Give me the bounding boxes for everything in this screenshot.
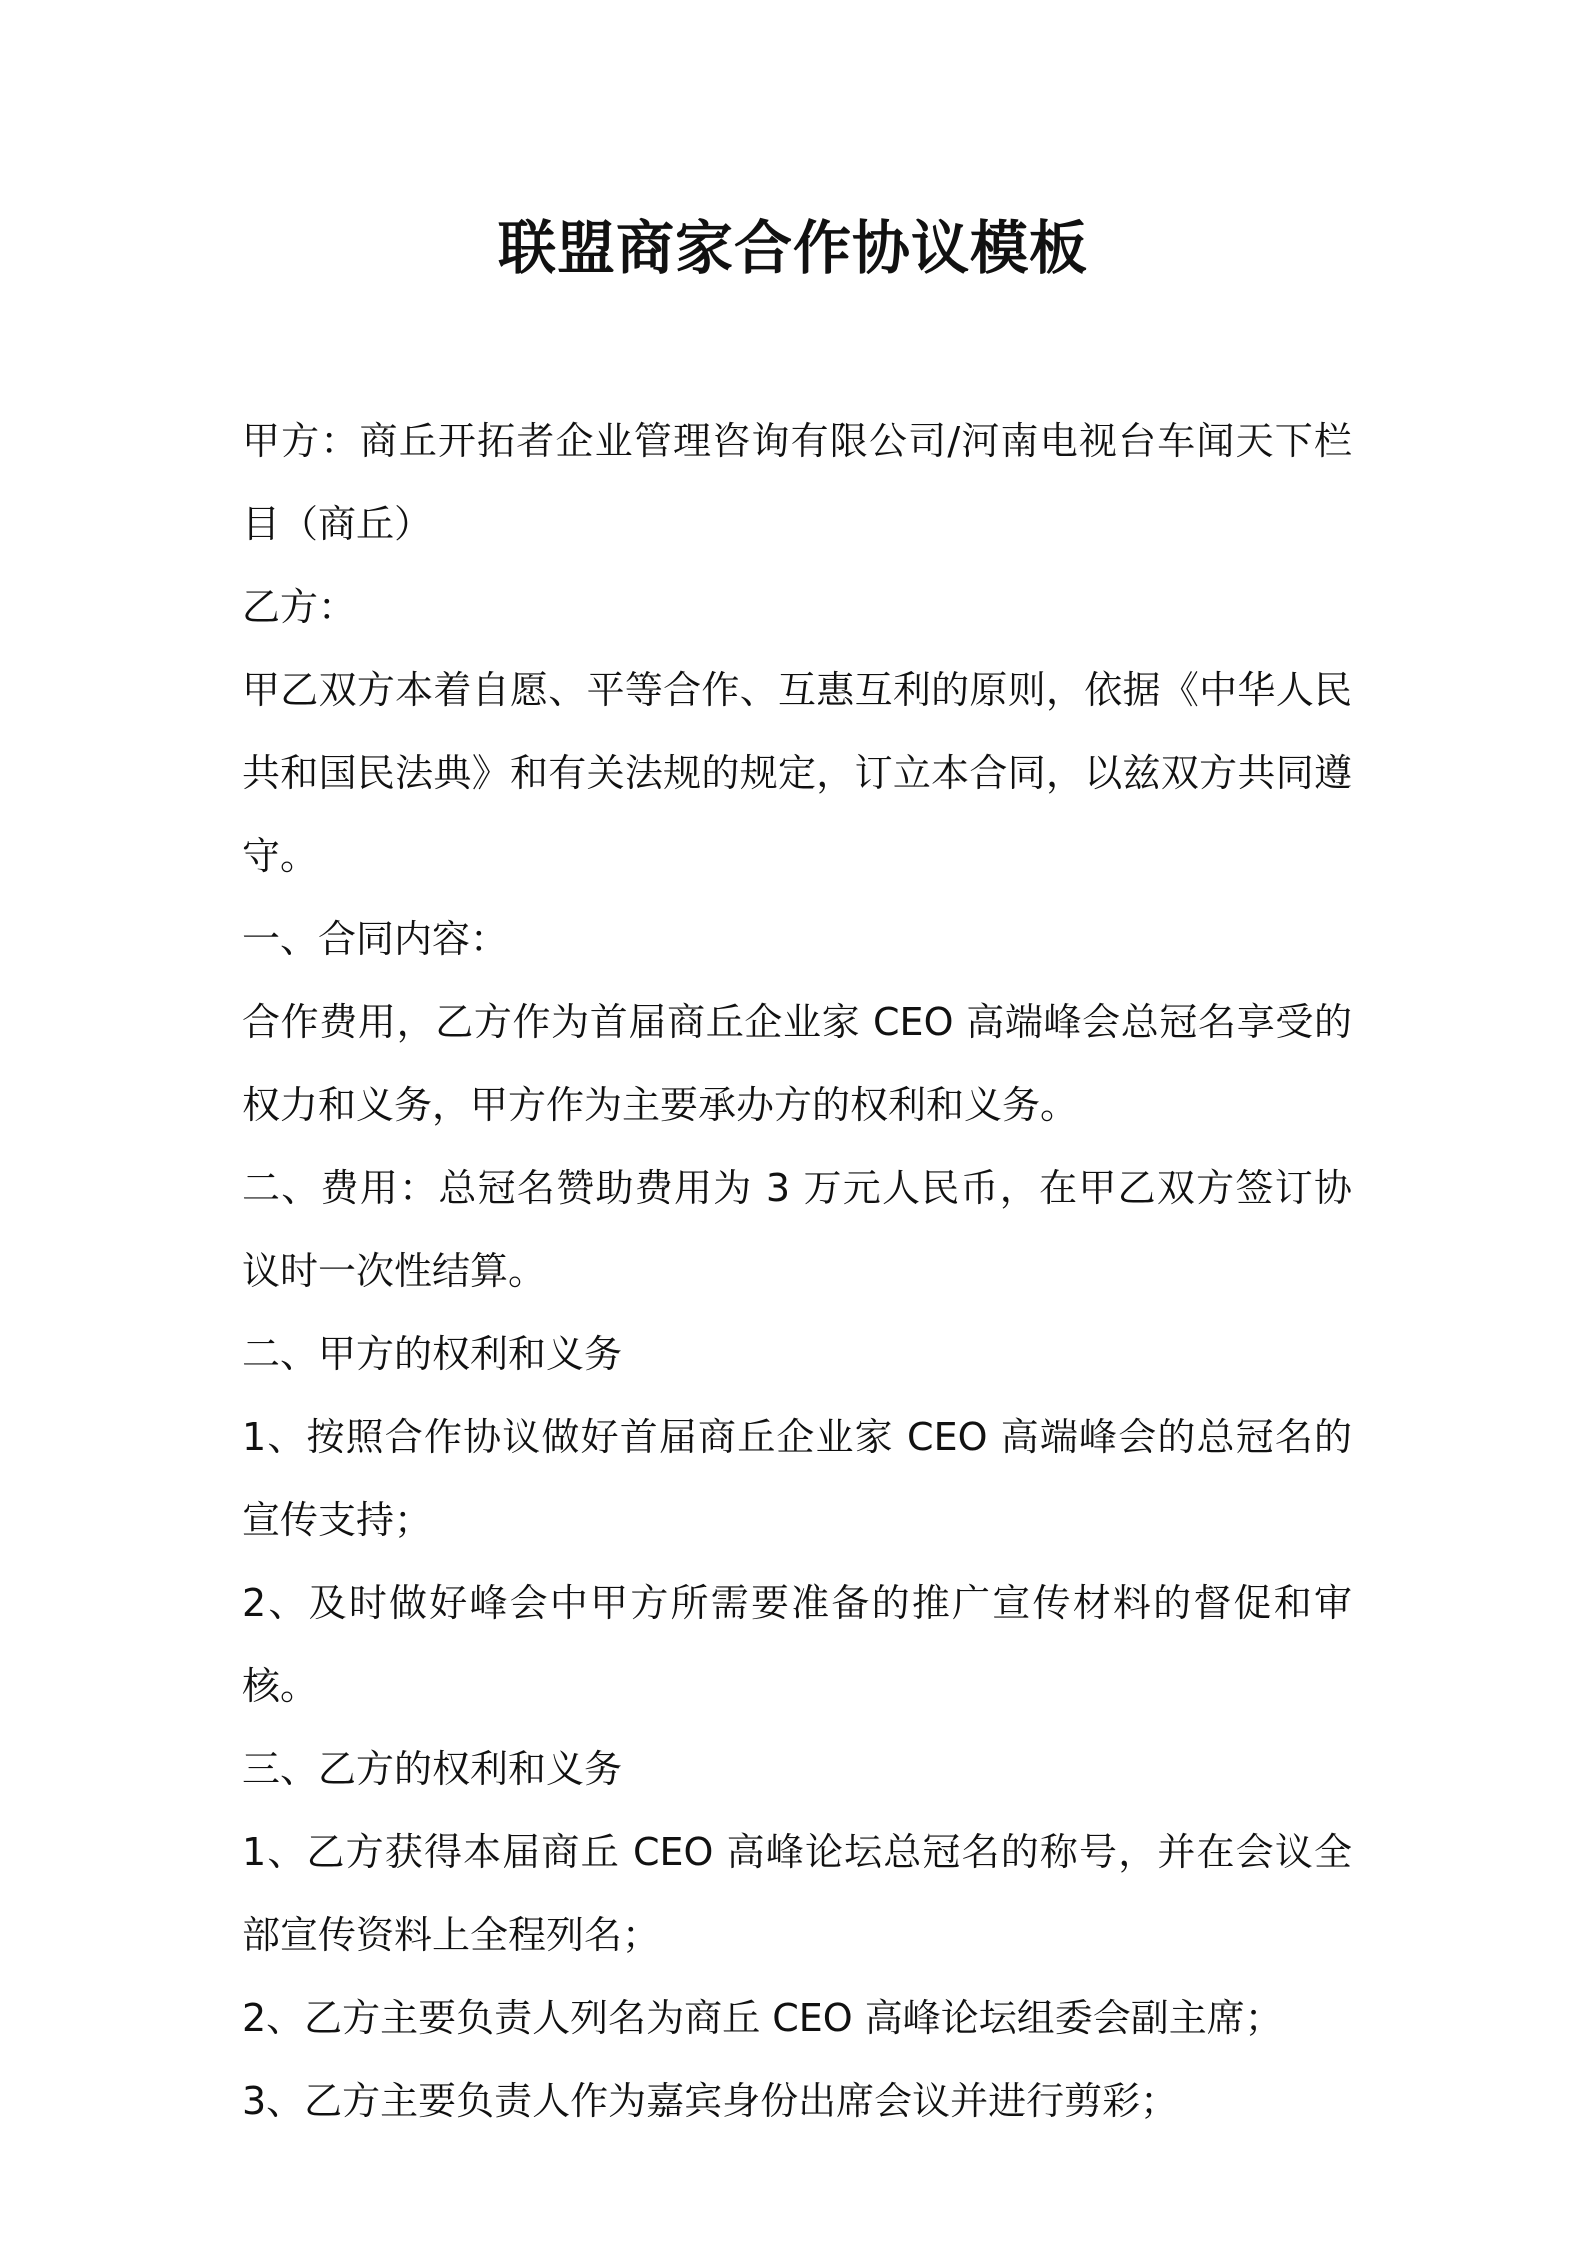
document-body: [242, 400, 1352, 2143]
party-a-clause-2: 2、及时做好峰会中甲方所需要准备的推广宣传材料的督促和审核。: [242, 1581, 1352, 1708]
party-a-line: 甲方：商丘开拓者企业管理咨询有限公司/河南电视台车闻天下栏目（商丘）: [242, 419, 1352, 546]
party-b-clause-2: 2、乙方主要负责人列名为商丘 CEO 高峰论坛组委会副主席；: [242, 1996, 1283, 2040]
fee-paragraph: 二、费用：总冠名赞助费用为 3 万元人民币，在甲乙双方签订协议时一次性结算。: [242, 1166, 1352, 1293]
party-b-clause-3: 3、乙方主要负责人作为嘉宾身份出席会议并进行剪彩；: [242, 2079, 1179, 2123]
cooperation-fee-paragraph: 合作费用，乙方作为首届商丘企业家 CEO 高端峰会总冠名享受的权力和义务，甲方作为主要承办方的权利和义务。: [242, 1000, 1352, 1127]
party-a-clause-1: 1、按照合作协议做好首届商丘企业家 CEO 高端峰会的总冠名的宣传支持；: [242, 1415, 1352, 1542]
document-title: 联盟商家合作协议模板: [497, 214, 1088, 282]
section-heading-contract-content: 一、合同内容：: [242, 917, 509, 961]
section-heading-party-b-rights: 三、乙方的权利和义务: [242, 1747, 623, 1791]
section-heading-party-a-rights: 二、甲方的权利和义务: [242, 1332, 623, 1376]
party-b-line: 乙方：: [242, 585, 357, 629]
preamble-paragraph: 甲乙双方本着自愿、平等合作、互惠互利的原则，依据《中华人民共和国民法典》和有关法规的规定，订立本合同，以兹双方共同遵守。: [242, 668, 1352, 878]
party-b-clause-1: 1、乙方获得本届商丘 CEO 高峰论坛总冠名的称号，并在会议全部宣传资料上全程列名；: [242, 1830, 1352, 1957]
